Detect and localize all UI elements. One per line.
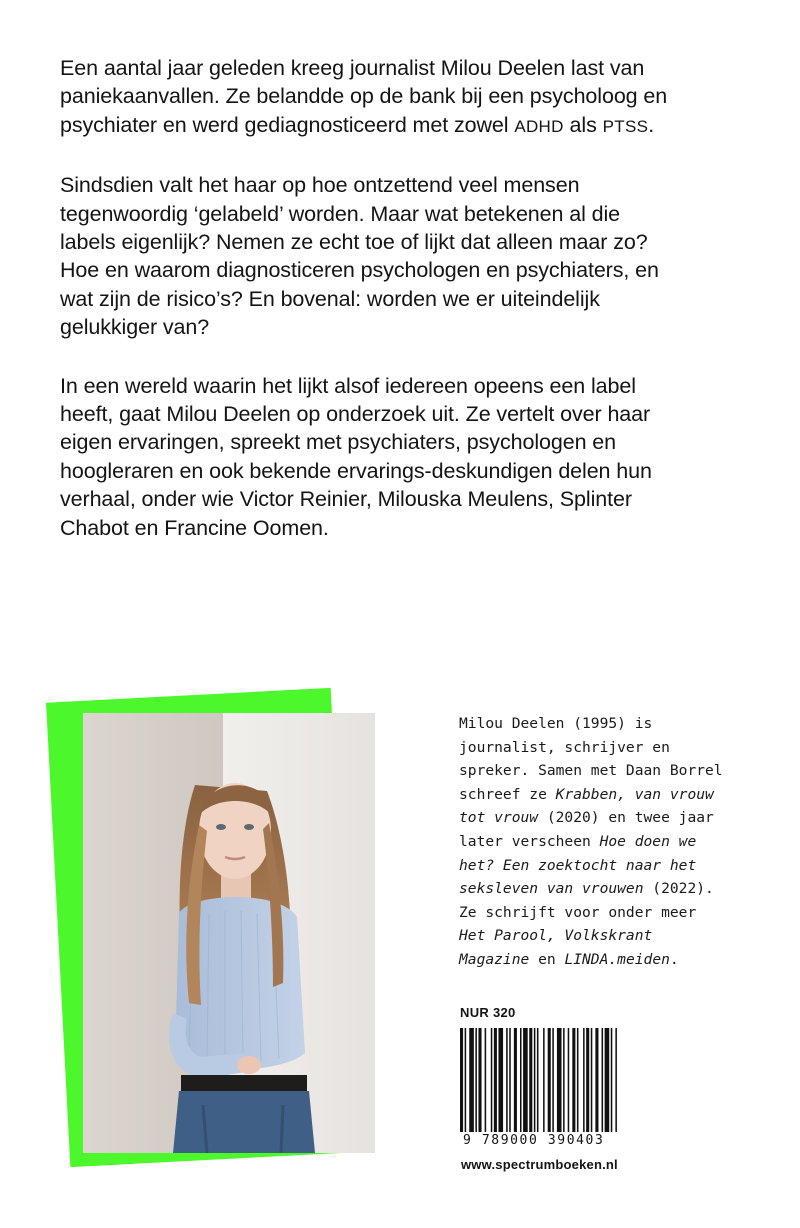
blurb-text: .: [648, 112, 655, 137]
blurb-paragraph: [60, 171, 680, 341]
barcode-bar: [520, 1028, 522, 1132]
bio-title: tot vrouw: [459, 809, 539, 827]
blurb-text: In een wereld waarin het lijkt alsof iedereen opeens een label heeft, gaat Milou Deelen op onderzoek uit. Ze vertelt over haar eigen ervaringen, spreekt met psychiaters, psychologen en hoogleraren en ook bekende ervarings-deskundigen delen hun verhaal, onder wie Victor Reinier, Milouska Meulens, Splinter Chabot en Francine Oomen.: [60, 373, 652, 540]
bio-text: (2020) en twee jaar: [538, 809, 714, 827]
barcode-bar: [586, 1028, 589, 1132]
barcode-bar: [491, 1028, 493, 1132]
bio-line: [459, 854, 769, 878]
blurb-abbreviation: ADHD: [514, 116, 564, 136]
bio-title: seksleven van vrouwen: [459, 880, 644, 898]
bio-text: (2022).: [643, 880, 714, 898]
barcode-bar: [563, 1028, 565, 1132]
barcode-bar: [523, 1028, 528, 1132]
barcode-bar: [537, 1028, 539, 1132]
barcode-bar: [478, 1028, 481, 1132]
bio-text: .: [669, 950, 679, 968]
bio-text: Ze schrijft voor onder meer: [459, 903, 697, 921]
barcode-bar: [475, 1028, 477, 1132]
bio-title: Magazine: [459, 950, 530, 968]
barcode-bar: [548, 1028, 551, 1132]
isbn-number: 9 789000 390403: [463, 1133, 605, 1148]
bio-line: [459, 736, 769, 760]
bio-title: Het Parool, Volkskrant: [459, 927, 653, 945]
bio-line: [459, 712, 769, 736]
back-cover-blurb: [60, 54, 680, 572]
bio-text: spreker. Samen met Daan Borrel: [459, 762, 723, 780]
bio-title: het? Een zoektocht naar het: [459, 856, 697, 874]
barcode-bar: [460, 1028, 463, 1132]
bio-line: [459, 948, 769, 972]
barcode-bar: [595, 1028, 598, 1132]
barcode-bar: [465, 1028, 467, 1132]
bio-line: [459, 830, 769, 854]
author-bio: [459, 712, 769, 972]
barcode-bar: [583, 1028, 585, 1132]
barcode-bar: [506, 1028, 508, 1132]
bio-title: LINDA.meiden: [564, 950, 670, 968]
bio-title: Krabben, van vrouw: [555, 785, 714, 803]
barcode-bar: [557, 1028, 562, 1132]
barcode-bar: [611, 1028, 613, 1132]
blurb-abbreviation: PTSS: [602, 116, 649, 136]
barcode-bar: [498, 1028, 503, 1132]
barcode-bar: [514, 1028, 517, 1132]
bio-line: [459, 759, 769, 783]
barcode-bar: [543, 1028, 545, 1132]
barcode-bar: [615, 1028, 617, 1132]
barcode-bar: [572, 1028, 575, 1132]
bio-text: en: [529, 950, 565, 968]
blurb-paragraph: [60, 54, 680, 141]
barcode-bar: [577, 1028, 579, 1132]
barcode-bar: [534, 1028, 536, 1132]
blurb-text: Een aantal jaar geleden kreeg journalist Milou Deelen last van paniekaanvallen. Ze belandde op de bank bij een psycholoog en psychiater en werd gediagnosticeerd met zowel: [60, 56, 668, 137]
barcode-bar: [529, 1028, 532, 1132]
bio-text: later verscheen: [459, 832, 600, 850]
barcode-bar: [605, 1028, 610, 1132]
bio-line: [459, 924, 769, 948]
barcode-bar: [602, 1028, 604, 1132]
barcode-bar: [591, 1028, 593, 1132]
bio-line: [459, 901, 769, 925]
nur-code: NUR 320: [460, 1005, 516, 1020]
bio-text: Milou Deelen (1995) is: [459, 715, 653, 732]
blurb-text: Sindsdien valt het haar op hoe ontzettend veel mensen tegenwoordig ‘gelabeld’ worden. Maar wat betekenen al die labels eigenlijk? Nemen ze echt toe of lijkt dat alleen maar zo? Hoe en waarom diagnosticeren psychologen en psychiaters, en wat zijn de risico’s? En bovenal: worden we er uiteindelijk gelukkiger van?: [60, 173, 659, 340]
bio-line: [459, 783, 769, 807]
blurb-paragraph: [60, 372, 680, 542]
bio-text: journalist, schrijver en: [459, 738, 670, 756]
barcode-bar: [494, 1028, 497, 1132]
bio-text: schreef ze: [459, 785, 556, 803]
author-photo: [83, 713, 375, 1153]
blurb-text: als: [563, 112, 603, 137]
barcode-bar: [485, 1028, 487, 1132]
bio-line: [459, 877, 769, 901]
publisher-website[interactable]: www.spectrumboeken.nl: [461, 1157, 618, 1172]
bio-line: [459, 806, 769, 830]
barcode-bar: [509, 1028, 511, 1132]
bio-title: Hoe doen we: [599, 832, 697, 850]
barcode-bar: [552, 1028, 554, 1132]
barcode-bar: [469, 1028, 474, 1132]
barcode-bar: [568, 1028, 570, 1132]
